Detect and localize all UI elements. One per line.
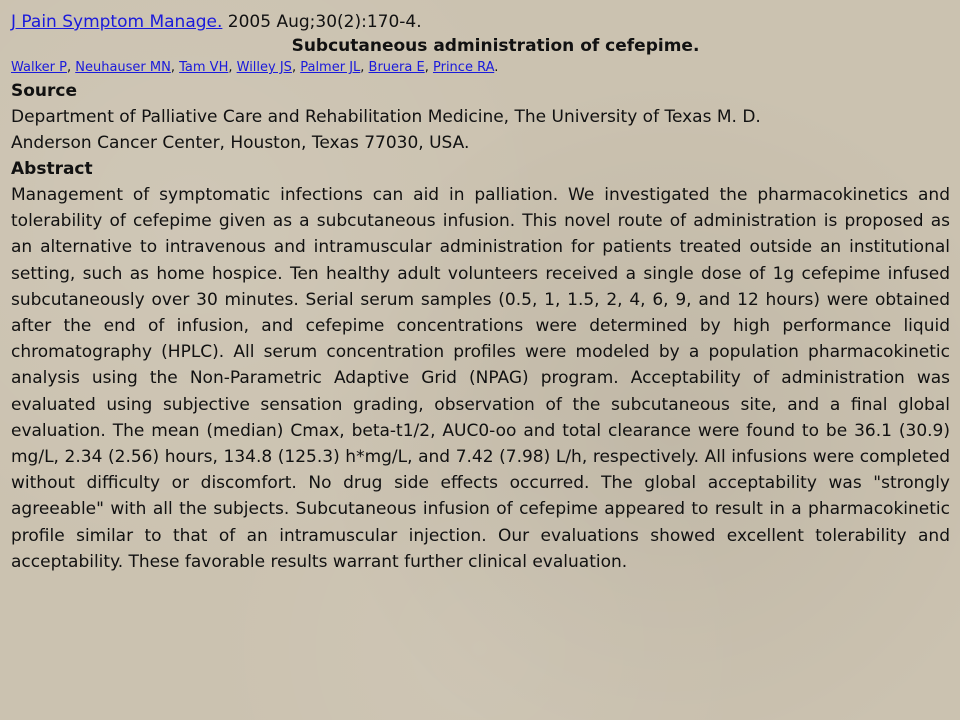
source-line-2: Anderson Cancer Center, Houston, Texas 77030, USA. [11, 133, 470, 153]
author-link[interactable]: Neuhauser MN [75, 60, 171, 75]
author-link[interactable]: Prince RA [432, 60, 495, 75]
author-link[interactable]: Tam VH [179, 60, 229, 75]
author-link[interactable]: Bruera E [368, 60, 425, 75]
source-heading: Source [11, 81, 78, 101]
source-line-1: Department of Palliative Care and Rehabilitation Medicine, The University of Texas M. D. [11, 107, 761, 127]
citation-line [11, 10, 950, 34]
abstract-heading: Abstract [11, 159, 93, 179]
abstract-text: Management of symptomatic infections can aid in palliation. We investigated the pharmacokinetics and tolerability of cefepime given as a subcutaneous infusion. This novel route of administration is proposed as an alternative to intravenous and intramuscular administration for patients treated outside an institutional setting, such as home hospice. Ten healthy adult volunteers received a single dose of 1g cefepime infused subcutaneously over 30 minutes. Serial serum samples (0.5, 1, 1.5, 2, 4, 6, 9, and 12 hours) were obtained after the end of infusion, and cefepime concentrations were determined by high performance liquid chromatography (HPLC). All serum concentration profiles were modeled by a population pharmacokinetic analysis using the Non-Parametric Adaptive Grid (NPAG) program. Acceptability of administration was evaluated using subjective sensation grading, observation of the subcutaneous site, and a final global evaluation. The mean (median) Cmax, beta-t1/2, AUC0-oo and total clearance were found to be 36.1 (30.9) mg/L, 2.34 (2.56) hours, 134.8 (125.3) h*mg/L, and 7.42 (7.98) L/h, respectively. All infusions were completed without difficulty or discomfort. No drug side effects occurred. The global acceptability was "strongly agreeable" with all the subjects. Subcutaneous infusion of cefepime appeared to result in a pharmacokinetic profile similar to that of an intramuscular injection. Our evaluations showed excellent tolerability and acceptability. These favorable results warrant further clinical evaluation. [11, 185, 950, 572]
author-link[interactable]: Willey JS [236, 60, 292, 75]
author-link[interactable]: Palmer JL [300, 60, 361, 75]
article-page [11, 10, 950, 575]
citation-details: 2005 Aug;30(2):170-4. [222, 12, 422, 32]
article-title: Subcutaneous administration of cefepime. [291, 36, 700, 56]
author-link[interactable]: Walker P [11, 60, 67, 75]
author-list: Walker P, Neuhauser MN, Tam VH, Willey JS, Palmer JL, Bruera E, Prince RA. [11, 60, 499, 75]
journal-link[interactable]: J Pain Symptom Manage. [11, 12, 223, 32]
